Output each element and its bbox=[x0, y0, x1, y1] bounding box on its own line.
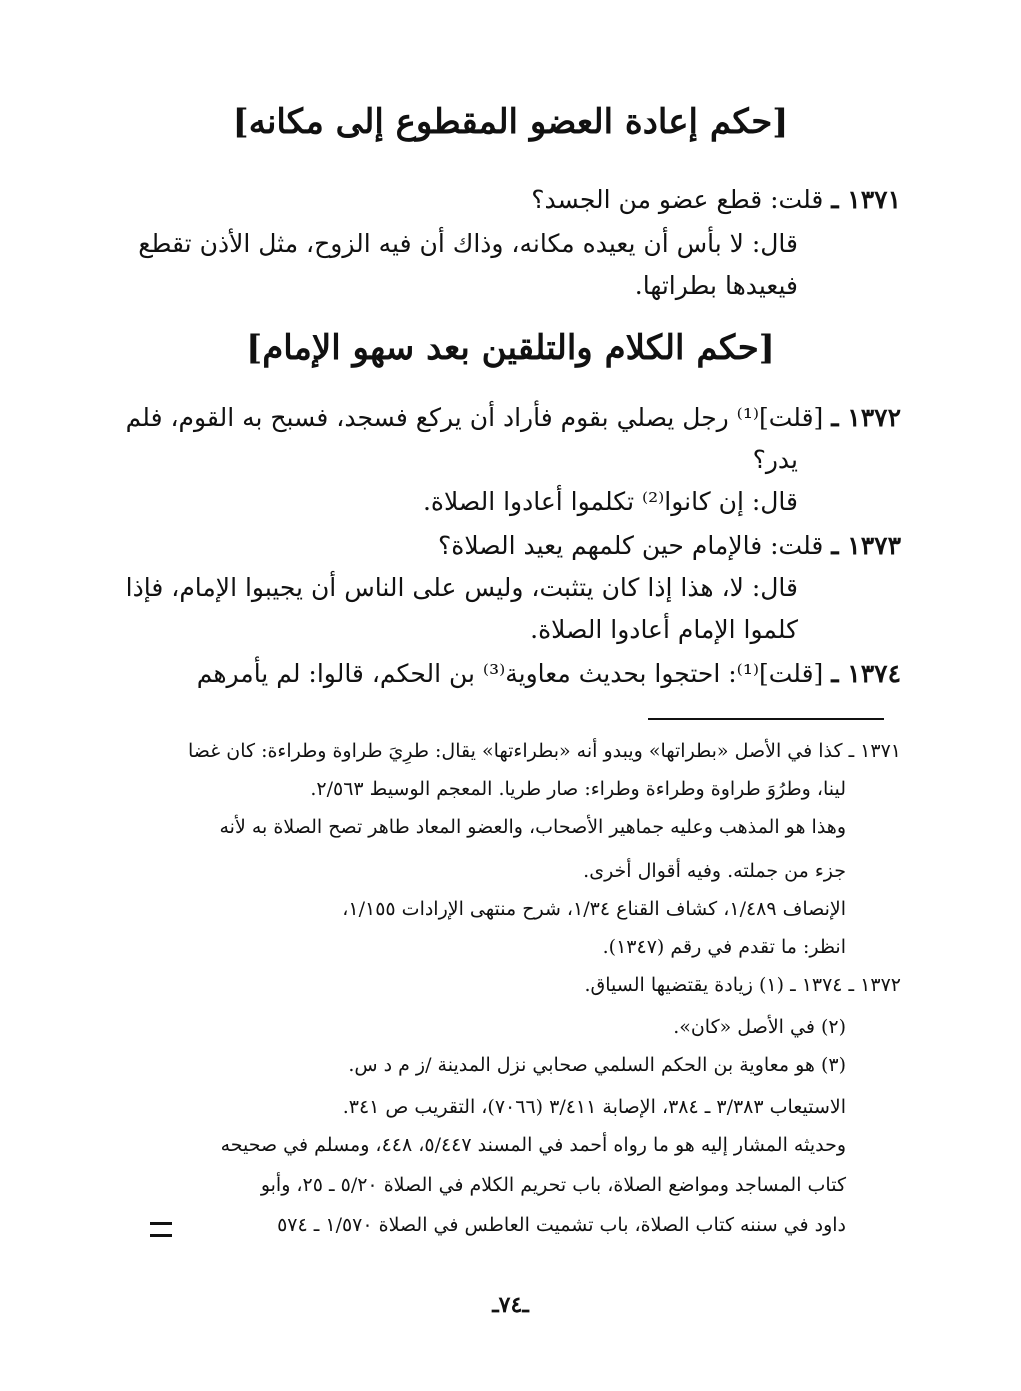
entry-1371-line-3: فيعيدها بطراتها. bbox=[634, 271, 798, 300]
entry-text: [قلت]⁽¹⁾: احتجوا بحديث معاوية⁽³⁾ بن الحكم، قالوا: لم يأمرهم bbox=[196, 659, 824, 688]
footnote-line: وحديثه المشار إليه هو ما رواه أحمد في المسند ٥/٤٤٧، ٤٤٨، ومسلم في صحيحه bbox=[220, 1134, 846, 1156]
entry-1372-line-1 bbox=[126, 400, 901, 436]
entry-text: قلت: فالإمام حين كلمهم يعيد الصلاة؟ bbox=[438, 531, 824, 560]
entry-1374-line-1 bbox=[197, 656, 901, 692]
entry-number: ١٣٧١ ـ bbox=[831, 185, 901, 214]
entry-1373-line-1 bbox=[438, 528, 901, 564]
page-number: ـ٧٤ـ bbox=[492, 1292, 529, 1318]
footnote-line: الإنصاف ١/٤٨٩، كشاف القناع ١/٣٤، شرح منتهى الإرادات ١/١٥٥، bbox=[342, 898, 846, 920]
footnote-line: (٣) هو معاوية بن الحكم السلمي صحابي نزل المدينة /ز م د س. bbox=[348, 1054, 846, 1076]
section-heading-2: [حكم الكلام والتلقين بعد سهو الإمام] bbox=[246, 328, 775, 368]
entry-1372-line-3: قال: إن كانوا⁽²⁾ تكلموا أعادوا الصلاة. bbox=[422, 487, 798, 516]
entry-1372-line-2: يدر؟ bbox=[752, 445, 798, 474]
footnote-line: ١٣٧١ ـ كذا في الأصل «بطراتها» ويبدو أنه «بطراءتها» يقال: طرِيَ طراوة وطراءة: كان غضا bbox=[188, 740, 901, 762]
footnote-line: وهذا هو المذهب وعليه جماهير الأصحاب، والعضو المعاد طاهر تصح الصلاة به لأنه bbox=[219, 816, 846, 838]
footnote-line: (٢) في الأصل «كان». bbox=[673, 1016, 846, 1038]
entry-1373-line-2: قال: لا، هذا إذا كان يتثبت، وليس على الناس أن يجيبوا الإمام، فإذا bbox=[125, 573, 798, 602]
section-heading-1: [حكم إعادة العضو المقطوع إلى مكانه] bbox=[232, 102, 789, 142]
continuation-mark bbox=[150, 1222, 172, 1237]
entry-1373-line-3: كلموا الإمام أعادوا الصلاة. bbox=[530, 615, 798, 644]
entry-text: قلت: قطع عضو من الجسد؟ bbox=[531, 185, 824, 214]
footnote-line: داود في سننه كتاب الصلاة، باب تشميت العاطس في الصلاة ١/٥٧٠ ـ ٥٧٤ bbox=[277, 1214, 846, 1236]
footnote-line: كتاب المساجد ومواضع الصلاة، باب تحريم الكلام في الصلاة ٥/٢٠ ـ ٢٥، وأبو bbox=[260, 1174, 846, 1196]
entry-number: ١٣٧٢ ـ bbox=[831, 403, 901, 432]
footnote-line: لينا، وطرُوَ طراوة وطراءة وطراء: صار طريا. المعجم الوسيط ٢/٥٦٣. bbox=[310, 778, 846, 800]
entry-1371-line-2: قال: لا بأس أن يعيده مكانه، وذاك أن فيه الزوح، مثل الأذن تقطع bbox=[138, 229, 798, 258]
entry-text: [قلت]⁽¹⁾ رجل يصلي بقوم فأراد أن يركع فسجد، فسبح به القوم، فلم bbox=[125, 403, 824, 432]
footnote-separator bbox=[648, 718, 884, 720]
entry-1371-line-1 bbox=[531, 182, 901, 218]
entry-number: ١٣٧٤ ـ bbox=[831, 659, 901, 688]
entry-number: ١٣٧٣ ـ bbox=[831, 531, 901, 560]
footnote-line: ١٣٧٢ ـ ١٣٧٤ ـ (١) زيادة يقتضيها السياق. bbox=[584, 974, 901, 996]
footnote-line: انظر: ما تقدم في رقم (١٣٤٧). bbox=[602, 936, 846, 958]
footnote-line: الاستيعاب ٣/٣٨٣ ـ ٣٨٤، الإصابة ٣/٤١١ (٧٠٦٦)، التقريب ص ٣٤١. bbox=[342, 1096, 846, 1118]
footnote-line: جزء من جملته. وفيه أقوال أخرى. bbox=[583, 860, 846, 882]
